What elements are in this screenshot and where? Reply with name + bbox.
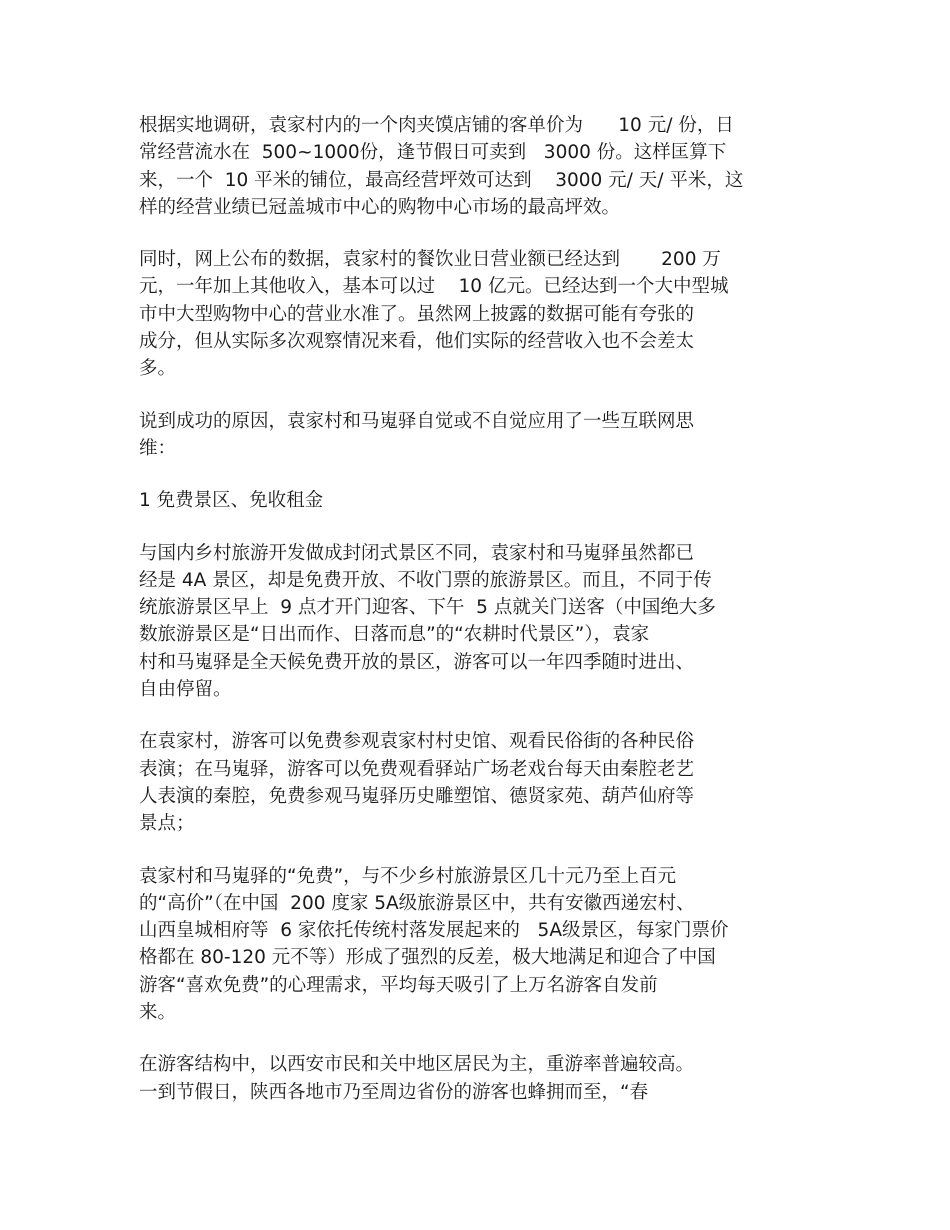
- paragraph-8: [139, 1051, 799, 1106]
- text-line: 村和马嵬驿是全天候免费开放的景区，游客可以一年四季随时进出、: [139, 651, 695, 673]
- text-line: 成分，但从实际多次观察情况来看，他们实际的经营收入也不会差太: [139, 331, 695, 353]
- text-line: 自由停留。: [139, 679, 232, 701]
- text-line: 根据实地调研，袁家村内的一个肉夹馍店铺的客单价为 10 元/ 份，日: [139, 115, 734, 136]
- section-heading: [139, 487, 799, 514]
- paragraph-6: [139, 728, 799, 837]
- text-line: 的“高价”（在中国 200 度家 5A级旅游景区中，共有安徽西递宏村、: [139, 892, 695, 914]
- text-line: 袁家村和马嵬驿的“免费”，与不少乡村旅游景区几十元乃至上百元: [139, 865, 677, 887]
- document-body: [139, 112, 799, 1131]
- paragraph-2: [139, 246, 799, 382]
- text-line: 1 免费景区、免收租金: [139, 490, 324, 512]
- text-line: 表演；在马嵬驿，游客可以免费观看驿站广场老戏台每天由秦腔老艺: [139, 758, 695, 780]
- paragraph-7: [139, 863, 799, 1027]
- text-line: 样的经营业绩已冠盖城市中心的购物中心市场的最高坪效。: [139, 196, 621, 218]
- text-line: 来。: [139, 1002, 177, 1024]
- text-line: 在袁家村，游客可以免费参观袁家村村史馆、观看民俗街的各种民俗: [139, 731, 695, 753]
- paragraph-3: [139, 408, 799, 463]
- text-line: 说到成功的原因，袁家村和马嵬驿自觉或不自觉应用了一些互联网思: [139, 410, 695, 432]
- text-line: 市中大型购物中心的营业水准了。虽然网上披露的数据可能有夸张的: [139, 303, 695, 325]
- text-line: 格都在 80-120 元不等）形成了强烈的反差，极大地满足和迎合了中国: [139, 947, 716, 969]
- paragraph-5: [139, 540, 799, 704]
- text-line: 统旅游景区早上 9 点才开门迎客、下午 5 点就关门送客（中国绝大多: [139, 597, 716, 619]
- text-line: 景点；: [139, 813, 195, 835]
- text-line: 人表演的秦腔，免费参观马嵬驿历史雕塑馆、德贤家苑、葫芦仙府等: [139, 785, 695, 807]
- text-line: 同时，网上公布的数据，袁家村的餐饮业日营业额已经达到 200 万: [139, 249, 721, 271]
- text-line: 维：: [139, 437, 177, 459]
- text-line: 一到节假日，陕西各地市乃至周边省份的游客也蜂拥而至，“春: [139, 1081, 649, 1103]
- text-line: 常经营流水在 500~1000份，逢节假日可卖到 3000 份。这样匡算下: [139, 142, 727, 164]
- text-line: 与国内乡村旅游开发做成封闭式景区不同，袁家村和马嵬驿虽然都已: [139, 542, 695, 564]
- text-line: 山西皇城相府等 6 家依托传统村落发展起来的 5A级景区，每家门票价: [139, 920, 729, 942]
- paragraph-1: [139, 112, 799, 221]
- text-line: 数旅游景区是“日出而作、日落而息”的“农耕时代景区”），袁家: [139, 624, 650, 646]
- text-line: 多。: [139, 358, 177, 380]
- text-line: 在游客结构中，以西安市民和关中地区居民为主，重游率普遍较高。: [139, 1054, 695, 1076]
- text-line: 游客“喜欢免费”的心理需求，平均每天吸引了上万名游客自发前: [139, 974, 658, 996]
- text-line: 经是 4A 景区，却是免费开放、不收门票的旅游景区。而且，不同于传: [139, 569, 712, 591]
- text-line: 元，一年加上其他收入，基本可以过 10 亿元。已经达到一个大中型城: [139, 276, 729, 298]
- text-line: 来，一个 10 平米的铺位，最高经营坪效可达到 3000 元/ 天/ 平米，这: [139, 169, 744, 191]
